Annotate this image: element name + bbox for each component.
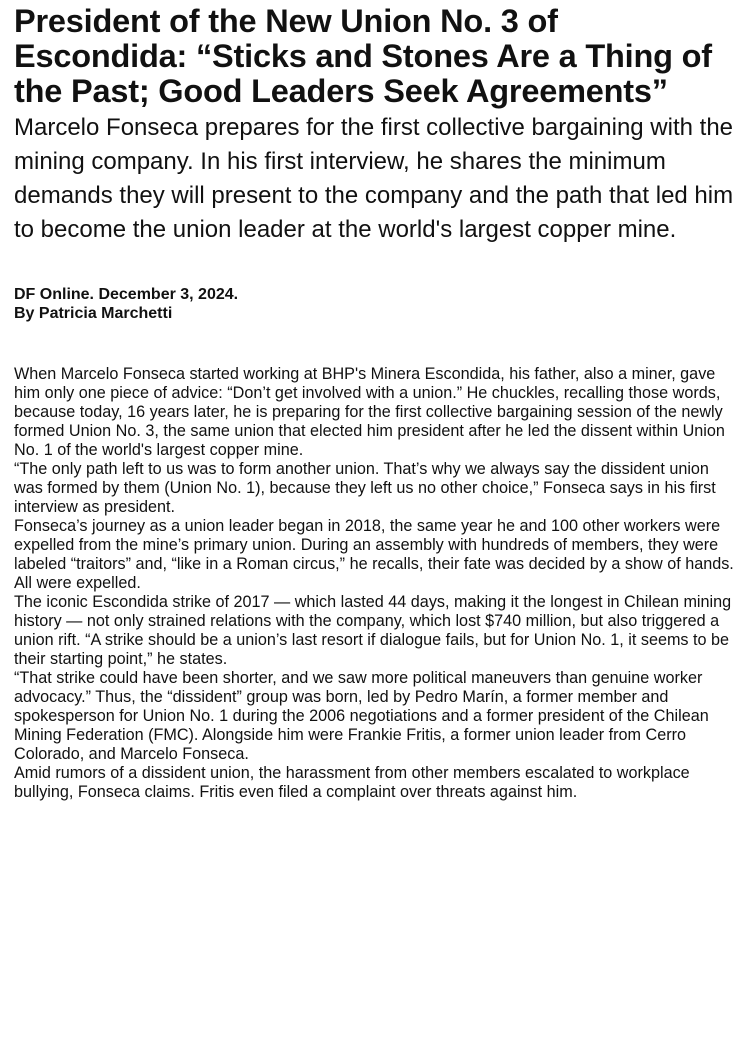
article-deck: Marcelo Fonseca prepares for the first collective bargaining with the mining company. In his first interview, he shares the minimum demands they will present to the company and the path that led him to become the union leader at the world's largest copper mine. [14, 114, 734, 243]
article-paragraph: “The only path left to us was to form another union. That’s why we always say the dissident union was formed by them (Union No. 1), because they left us no other choice,” Fonseca says in his first interview as president. [14, 460, 716, 516]
article-headline: President of the New Union No. 3 of Escondida: “Sticks and Stones Are a Thing of the Past; Good Leaders Seek Agreements” [14, 3, 712, 109]
article-meta [14, 285, 736, 323]
article-body [14, 365, 736, 802]
source-date: DF Online. December 3, 2024. [14, 286, 239, 303]
article-paragraph: When Marcelo Fonseca started working at BHP's Minera Escondida, his father, also a miner, gave him only one piece of advice: “Don’t get involved with a union.” He chuckles, recalling those words, because today, 16 years later, he is preparing for the first collective bargaining session of the newly formed Union No. 3, the same union that elected him president after he led the dissent within Union No. 1 of the world's largest copper mine. [14, 365, 725, 459]
article-paragraph: Fonseca’s journey as a union leader began in 2018, the same year he and 100 other workers were expelled from the mine’s primary union. During an assembly with hundreds of members, they were labeled “traitors” and, “like in a Roman circus,” he recalls, their fate was decided by a show of hands. All were expelled. [14, 517, 734, 592]
byline: By Patricia Marchetti [14, 305, 173, 322]
article-paragraph: The iconic Escondida strike of 2017 — which lasted 44 days, making it the longest in Chilean mining history — not only strained relations with the company, which lost $740 million, but also triggered a union rift. “A strike should be a union’s last resort if dialogue fails, but for Union No. 1, it seems to be their starting point,” he states. [14, 593, 732, 668]
article-paragraph: Amid rumors of a dissident union, the harassment from other members escalated to workplace bullying, Fonseca claims. Fritis even filed a complaint over threats against him. [14, 764, 690, 801]
article-paragraph: “That strike could have been shorter, and we saw more political maneuvers than genuine worker advocacy.” Thus, the “dissident” group was born, led by Pedro Marín, a former member and spokesperson for Union No. 1 during the 2006 negotiations and a former president of the Chilean Mining Federation (FMC). Alongside him were Frankie Fritis, a former union leader from Cerro Colorado, and Marcelo Fonseca. [14, 669, 709, 763]
